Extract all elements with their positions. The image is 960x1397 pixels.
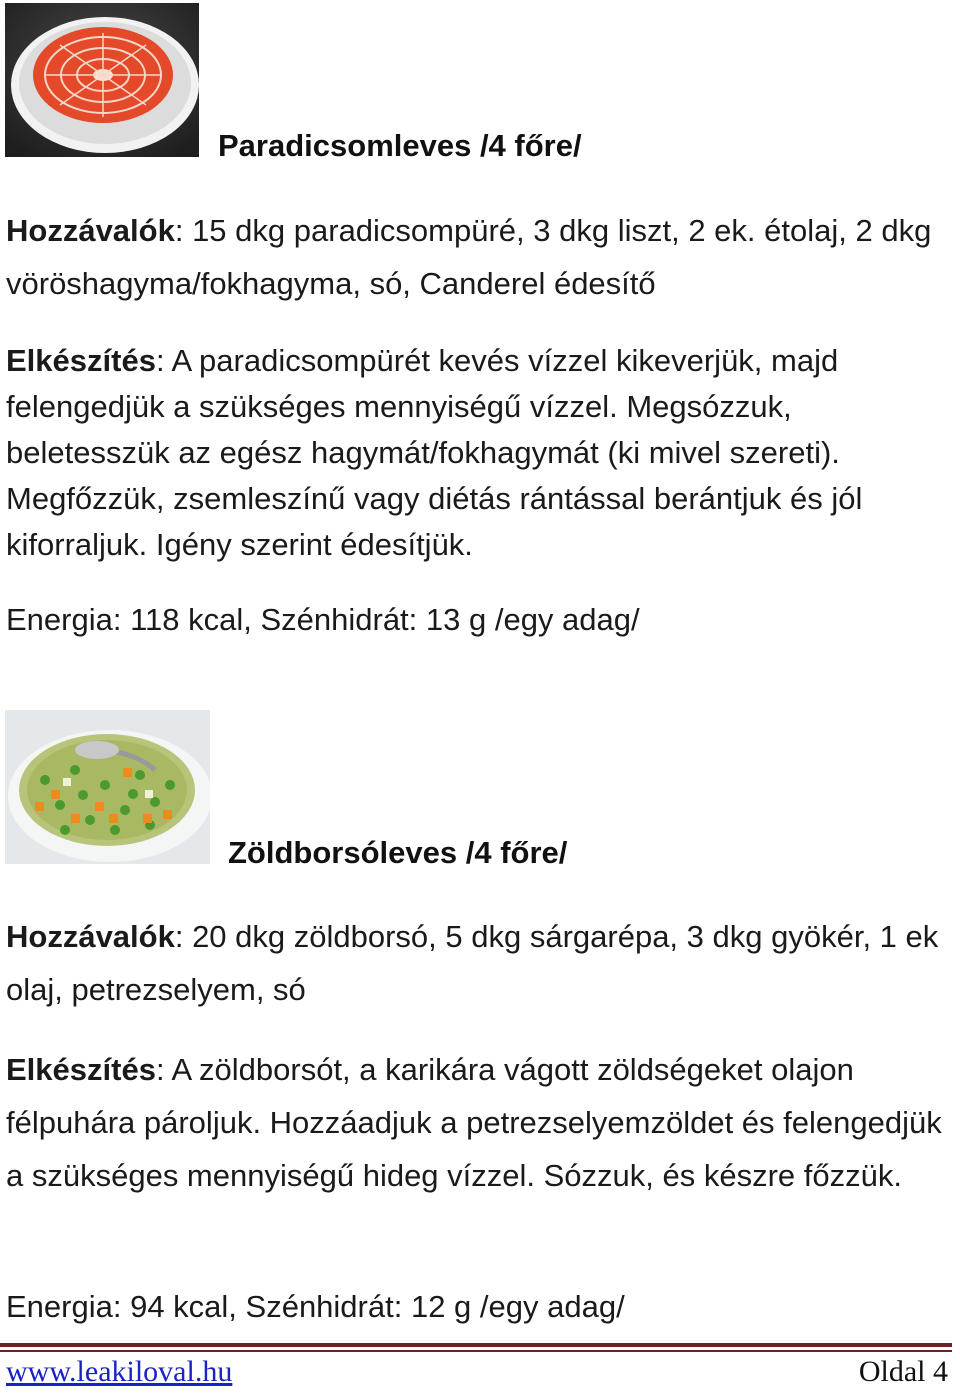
ingredients-text: : 15 dkg paradicsompüré, 3 dkg liszt, 2 ek. étolaj, 2 dkg vöröshagyma/fokhagyma, só, Canderel édesítő <box>6 213 932 301</box>
pea-soup-photo <box>5 710 210 864</box>
energy-info: Energia: 118 kcal, Szénhidrát: 13 g /egy adag/ <box>6 602 640 637</box>
ingredients-text: : 20 dkg zöldborsó, 5 dkg sárgarépa, 3 dkg gyökér, 1 ek olaj, petrezselyem, só <box>6 919 939 1007</box>
preparation-label: Elkészítés <box>6 343 156 378</box>
preparation-label: Elkészítés <box>6 1052 156 1087</box>
energy-info: Energia: 94 kcal, Szénhidrát: 12 g /egy adag/ <box>6 1289 625 1324</box>
page-number: Oldal 4 <box>858 1355 948 1388</box>
ingredients-paragraph <box>6 910 951 1016</box>
preparation-paragraph <box>6 1043 951 1202</box>
preparation-paragraph <box>6 338 951 568</box>
preparation-text: : A zöldborsót, a karikára vágott zöldségeket olajon félpuhára pároljuk. Hozzáadjuk a petrezselyemzöldet és felengedjük a szükséges mennyiségű hideg vízzel. Sózzuk, és készre főzzük. <box>6 1052 942 1193</box>
preparation-text: : A paradicsompürét kevés vízzel kikeverjük, majd felengedjük a szükséges mennyiségű vízzel. Megsózzuk, beletesszük az egész hagymát/fokhagymát (ki mivel szereti). Megfőzzük, zsemleszínű vagy diétás rántással berántjuk és jól kiforraljuk. Igény szerint édesítjük. <box>6 343 863 562</box>
footer-divider <box>0 1343 952 1353</box>
ingredients-label: Hozzávalók <box>6 919 175 954</box>
website-link[interactable]: www.leakiloval.hu <box>6 1355 233 1388</box>
pea-soup-illustration <box>5 710 210 864</box>
ingredients-label: Hozzávalók <box>6 213 175 248</box>
tomato-soup-illustration <box>5 3 199 157</box>
recipe-title: Paradicsomleves /4 főre/ <box>218 128 582 163</box>
tomato-soup-photo <box>5 3 199 157</box>
recipe-title: Zöldborsóleves /4 főre/ <box>228 835 568 870</box>
ingredients-paragraph <box>6 204 951 310</box>
